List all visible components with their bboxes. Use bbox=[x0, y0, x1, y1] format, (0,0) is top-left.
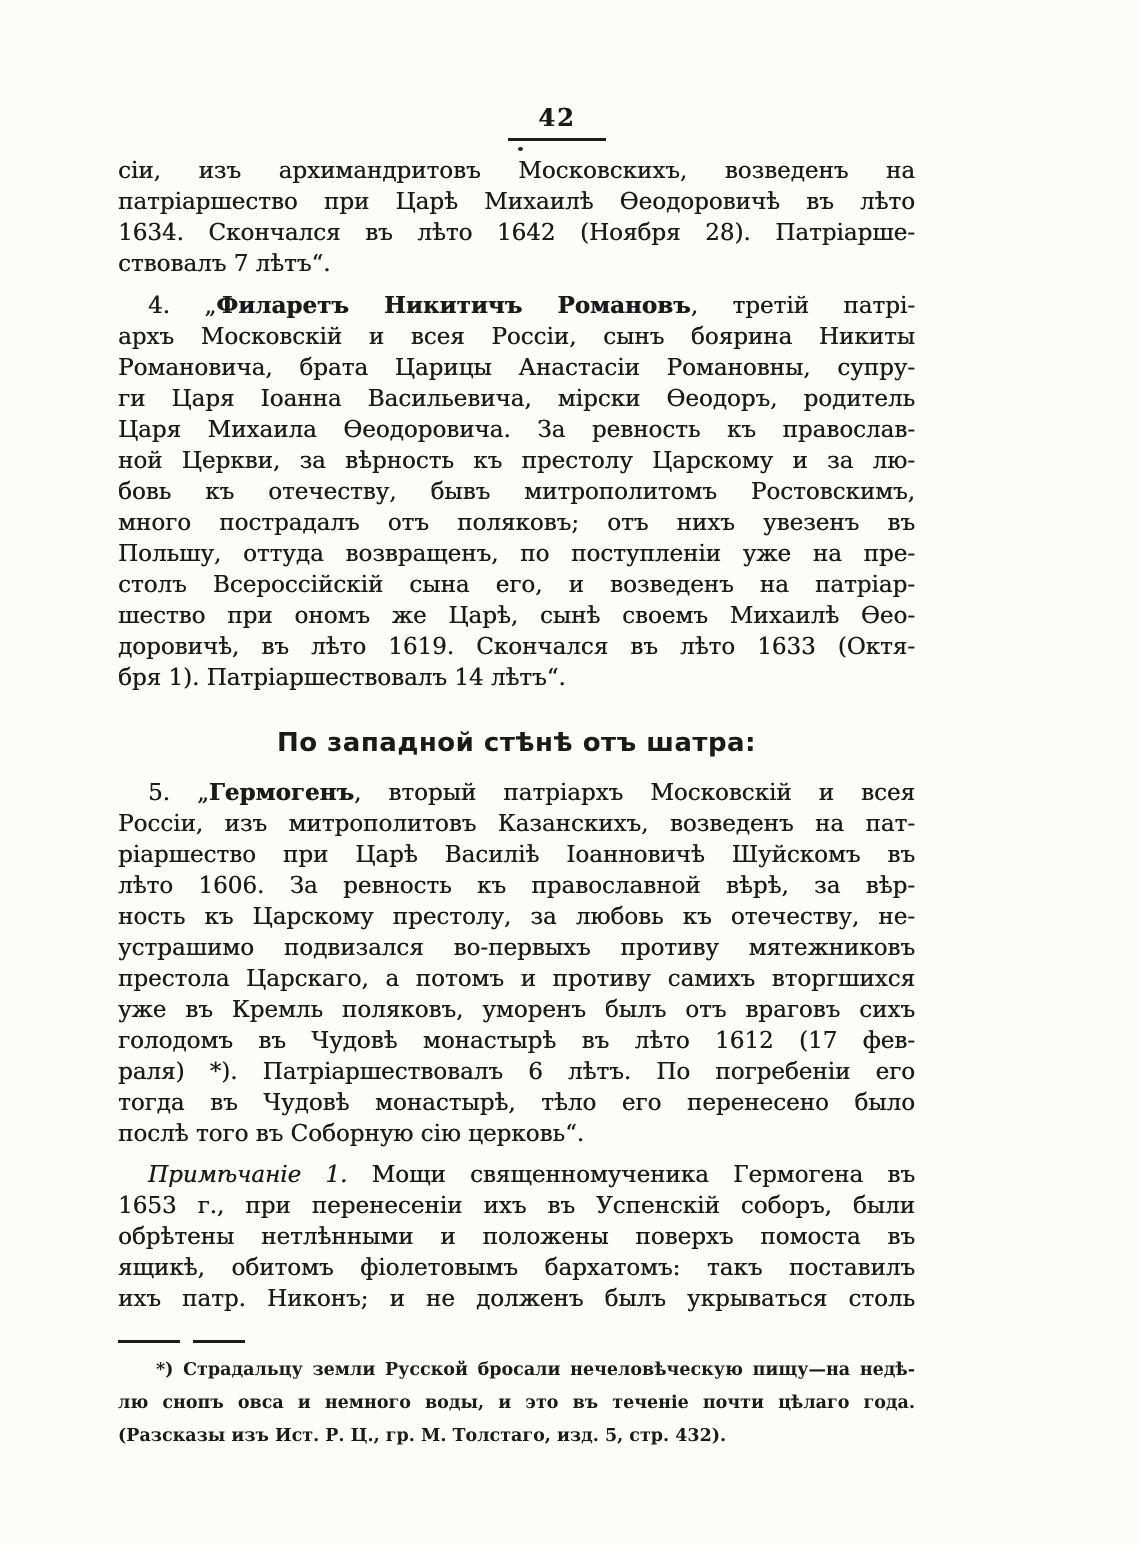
rule-dash bbox=[118, 1340, 180, 1343]
text-line: Россіи, изъ митрополитовъ Казанскихъ, возведенъ на пат- bbox=[118, 811, 915, 837]
text-line: уже въ Кремль поляковъ, уморенъ былъ отъ враговъ сихъ bbox=[118, 997, 915, 1023]
footnote-separator-rule bbox=[118, 1340, 915, 1343]
text-line bbox=[118, 290, 915, 322]
text-line: обрѣтены нетлѣнными и положены поверхъ помоста въ bbox=[118, 1224, 915, 1250]
page-header bbox=[0, 0, 1140, 141]
text-line: устрашимо подвизался во-первыхъ противу мятежниковъ bbox=[118, 935, 915, 961]
text-line: доровичѣ, въ лѣто 1619. Скончался въ лѣто 1633 (Октя- bbox=[118, 634, 915, 660]
paragraph-lines bbox=[118, 322, 915, 694]
text-line: ихъ патр. Никонъ; и не долженъ былъ укрываться столь bbox=[118, 1286, 915, 1312]
text-line: архъ Московскій и всея Россіи, сынъ боярина Никиты bbox=[118, 324, 915, 350]
text-line: голодомъ въ Чудовѣ монастырѣ въ лѣто 1612 (17 фев- bbox=[118, 1028, 915, 1054]
text-line: ріаршество при Царѣ Василіѣ Іоанновичѣ Шуйскомъ въ bbox=[118, 842, 915, 868]
text-line: бовь къ отечеству, бывъ митрополитомъ Ростовскимъ, bbox=[118, 479, 915, 505]
text-line: шество при ономъ же Царѣ, сынѣ своемъ Михаилѣ Ѳео- bbox=[118, 603, 915, 629]
text-line: ящикѣ, обитомъ фіолетовымъ бархатомъ: такъ поставилъ bbox=[118, 1255, 915, 1281]
text-column bbox=[118, 156, 915, 1453]
section-heading: По западной стѣнѣ отъ шатра: bbox=[277, 728, 756, 758]
page-number: 42 bbox=[538, 103, 576, 132]
text-line: престола Царскаго, а потомъ и противу самихъ вторгшихся bbox=[118, 966, 915, 992]
footnote bbox=[118, 1354, 915, 1453]
paragraph-lines bbox=[118, 809, 915, 1150]
text-line: (Разсказы изъ Ист. Р. Ц., гр. М. Толстаго, изд. 5, стр. 432). bbox=[118, 1426, 727, 1446]
text-line: ги Царя Іоанна Васильевича, мірски Ѳеодоръ, родитель bbox=[118, 386, 915, 412]
text-line: ность къ Царскому престолу, за любовь къ отечеству, не- bbox=[118, 904, 915, 930]
text-line: *) Страдальцу земли Русской бросали нечеловѣческую пищу—на недѣ- bbox=[156, 1360, 915, 1380]
text-line: столъ Всероссійскій сына его, и возведенъ на патріар- bbox=[118, 572, 915, 598]
text-line: раля) *). Патріаршествовалъ 6 лѣтъ. По погребеніи его bbox=[118, 1059, 915, 1085]
text-line: лѣто 1606. За ревность къ православной вѣрѣ, за вѣр- bbox=[118, 873, 915, 899]
text-line: бря 1). Патріаршествовалъ 14 лѣтъ“. bbox=[118, 665, 566, 691]
paragraph-note1 bbox=[118, 1160, 915, 1315]
patriarch-name-bold: Гермогенъ bbox=[208, 779, 355, 806]
item-number-prefix: 5. „ bbox=[148, 780, 209, 806]
text-line: 1653 г., при перенесеніи ихъ въ Успенскій соборъ, были bbox=[118, 1193, 915, 1219]
paragraph-lines bbox=[118, 1191, 915, 1315]
paragraph-patriarch4-filaret bbox=[118, 290, 915, 694]
text-line bbox=[118, 1160, 915, 1191]
patriarch-name-bold: Филаретъ Никитичъ Романовъ bbox=[216, 292, 691, 319]
text-line: тогда въ Чудовѣ монастырѣ, тѣло его перенесено было bbox=[118, 1090, 915, 1116]
text-line: Романовича, брата Царицы Анастасіи Романовны, супру- bbox=[118, 355, 915, 381]
text-line: сіи, изъ архимандритовъ Московскихъ, возведенъ на bbox=[118, 158, 915, 184]
text-line: лю снопъ овса и немного воды, и это въ теченіе почти цѣлаго года. bbox=[118, 1393, 915, 1413]
first-line-rest: Мощи священномученика Гермогена въ bbox=[347, 1162, 915, 1188]
item-number-prefix: 4. „ bbox=[148, 293, 217, 319]
first-line-rest: , вторый патріархъ Московскій и всея bbox=[354, 780, 915, 806]
note-label-italic: Примѣчаніе 1. bbox=[148, 1162, 348, 1188]
text-line: Царя Михаила Ѳеодоровича. За ревность къ православ- bbox=[118, 417, 915, 443]
text-line bbox=[118, 777, 915, 809]
text-line: послѣ того въ Соборную сію церковь“. bbox=[118, 1121, 585, 1147]
text-line: ной Церкви, за вѣрность къ престолу Царскому и за лю- bbox=[118, 448, 915, 474]
text-line: Польшу, оттуда возвращенъ, по поступленіи уже на пре- bbox=[118, 541, 915, 567]
page-number-rule bbox=[508, 138, 606, 141]
text-line: много пострадалъ отъ поляковъ; отъ нихъ увезенъ въ bbox=[118, 510, 915, 536]
paragraph-patriarch3-continuation bbox=[118, 156, 915, 280]
first-line-rest: , третій патрі- bbox=[690, 293, 915, 319]
text-line: 1634. Скончался въ лѣто 1642 (Ноября 28). Патріарше- bbox=[118, 220, 915, 246]
text-line: ствовалъ 7 лѣтъ“. bbox=[118, 251, 331, 277]
paragraph-patriarch5-hermogen bbox=[118, 777, 915, 1150]
rule-dash bbox=[193, 1340, 245, 1343]
text-line: патріаршество при Царѣ Михаилѣ Ѳеодоровичѣ въ лѣто bbox=[118, 189, 915, 215]
